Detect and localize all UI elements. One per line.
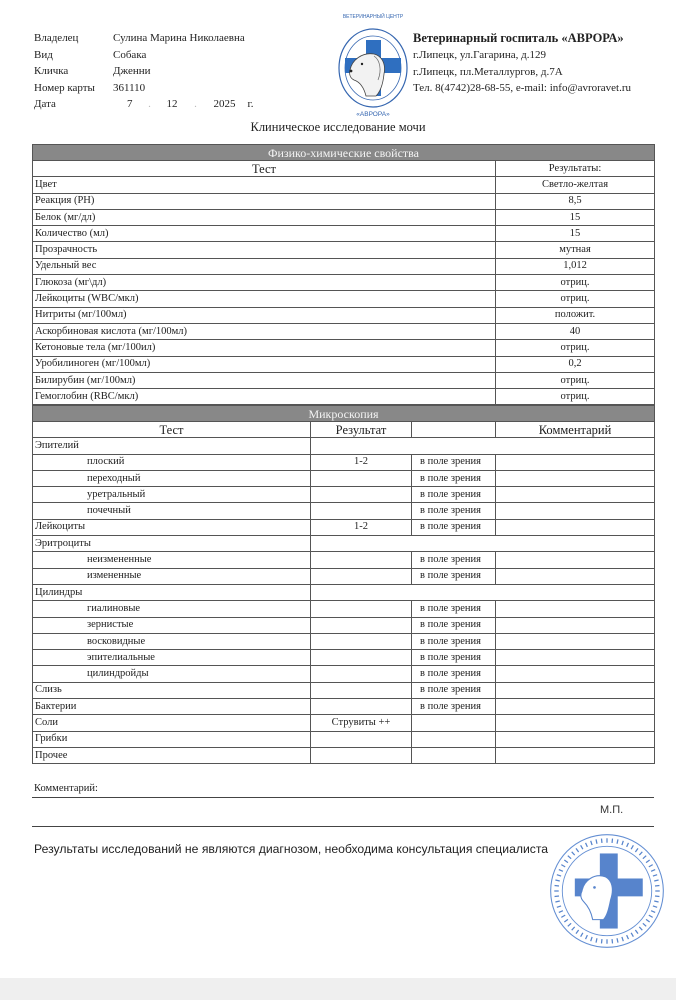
stamp-place-label: М.П. (600, 804, 624, 816)
test-name: Грибки (33, 731, 311, 747)
test-name: Билирубин (мг/100мл) (33, 372, 496, 388)
test-unit: в поле зрения (412, 601, 496, 617)
test-unit: в поле зрения (412, 682, 496, 698)
test-unit: в поле зрения (412, 552, 496, 568)
stamp-letter-mark (591, 841, 592, 845)
test-comment (496, 682, 655, 698)
test-result (311, 731, 412, 747)
card-row (34, 80, 254, 97)
stamp-letter-mark (649, 865, 653, 867)
test-result: 15 (496, 226, 655, 242)
test-result: положит. (496, 307, 655, 323)
table-row (33, 666, 655, 682)
group-name: Цилиндры (33, 584, 311, 600)
page-bottom-band (0, 978, 676, 1000)
table-row (33, 650, 655, 666)
test-comment (496, 519, 655, 535)
test-name: Белок (мг/дл) (33, 209, 496, 225)
table-row (33, 503, 655, 519)
stamp-letter-mark (561, 915, 565, 917)
test-name: Цвет (33, 177, 496, 193)
stamp-letter-mark (631, 933, 633, 937)
table-row (33, 699, 655, 715)
stamp-letter-mark (653, 906, 657, 907)
test-unit: в поле зрения (412, 454, 496, 470)
card-value: 361110 (113, 81, 146, 94)
test-name: гиалиновые (33, 601, 311, 617)
stamp-letter-mark (639, 927, 642, 930)
test-unit: в поле зрения (412, 503, 496, 519)
test-name: Соли (33, 715, 311, 731)
clinic-contacts: Тел. 8(4742)28-68-55, e-mail: info@avroravet.ru (413, 82, 632, 94)
test-comment (496, 552, 655, 568)
test-name: Кетоновые тела (мг/100ил) (33, 340, 496, 356)
test-result: 1-2 (311, 454, 412, 470)
table-row (33, 307, 655, 323)
test-result (311, 552, 412, 568)
clinic-info (413, 30, 631, 97)
logo-text-top: ВЕТЕРИНАРНЫЙ ЦЕНТР (342, 14, 404, 20)
col-test: Тест (33, 161, 496, 177)
test-comment (496, 454, 655, 470)
test-result: отриц. (496, 291, 655, 307)
test-result: 0,2 (496, 356, 655, 372)
test-unit: в поле зрения (412, 470, 496, 486)
group-name: Эритроциты (33, 536, 311, 552)
stamp-letter-mark (622, 841, 623, 845)
clinic-logo (336, 26, 410, 110)
test-unit (412, 715, 496, 731)
stamp-letter-mark (653, 875, 657, 876)
stamp-letter-mark (646, 919, 650, 922)
test-unit: в поле зрения (412, 519, 496, 535)
stamp-letter-mark (591, 937, 592, 941)
pet-name-value: Дженни (113, 65, 151, 77)
test-name: измененные (33, 568, 311, 584)
clinic-address-2: г.Липецк, пл.Металлургов, д.7А (413, 65, 563, 78)
test-result (311, 666, 412, 682)
date-separator: . (194, 98, 197, 110)
table-row (33, 731, 655, 747)
test-comment (496, 731, 655, 747)
stamp-letter-mark (617, 938, 618, 942)
stamp-letter-mark (651, 870, 655, 872)
test-name: Прочее (33, 747, 311, 763)
col-result: Результаты: (496, 161, 655, 177)
date-suffix: г. (247, 98, 254, 110)
microscopy-column-header (33, 422, 655, 438)
test-result: 40 (496, 323, 655, 339)
test-name: Аскорбиновая кислота (мг/100мл) (33, 323, 496, 339)
microscopy-table (32, 405, 655, 764)
species-label: Вид (34, 48, 53, 61)
stamp-letter-mark (572, 927, 575, 930)
test-result: отриц. (496, 340, 655, 356)
table-row (33, 584, 655, 600)
test-name: Лейкоциты (WBC/мкл) (33, 291, 496, 307)
stamp-letter-mark (576, 848, 579, 852)
col-comment: Комментарий (496, 422, 655, 438)
test-name: эпителиальные (33, 650, 311, 666)
stamp-letter-mark (627, 843, 629, 847)
test-unit (412, 747, 496, 763)
test-result: отриц. (496, 389, 655, 405)
stamp-letter-mark (586, 843, 588, 847)
stamp-letter-mark (631, 845, 633, 849)
test-unit (412, 731, 496, 747)
test-result: отриц. (496, 275, 655, 291)
stamp-letter-mark (559, 870, 563, 872)
test-name: восковидные (33, 633, 311, 649)
test-comment (496, 715, 655, 731)
physchem-column-header (33, 161, 655, 177)
stamp-letter-mark (564, 860, 568, 863)
stamp-letter-mark (561, 865, 565, 867)
species-value: Собака (113, 48, 147, 61)
stamp-letter-mark (651, 911, 655, 913)
stamp-letter-mark (572, 852, 575, 855)
stamp-letter-mark (654, 901, 658, 902)
date-day: 7 (127, 98, 133, 110)
physchem-table (32, 144, 655, 405)
stamp-letter-mark (627, 935, 629, 939)
test-name: цилиндройды (33, 666, 311, 682)
stamp-letter-mark (586, 935, 588, 939)
stamp-letter-mark (639, 852, 642, 855)
stamp-letter-mark (635, 930, 638, 934)
test-unit: в поле зрения (412, 487, 496, 503)
table-row (33, 601, 655, 617)
table-row (33, 356, 655, 372)
test-name: Уробилиноген (мг/100мл) (33, 356, 496, 372)
test-name: плоский (33, 454, 311, 470)
group-spacer (311, 438, 655, 454)
test-comment (496, 666, 655, 682)
group-spacer (311, 584, 655, 600)
card-label: Номер карты (34, 81, 95, 94)
table-row (33, 242, 655, 258)
test-result: 1,012 (496, 258, 655, 274)
test-comment (496, 617, 655, 633)
test-name: переходный (33, 470, 311, 486)
disclaimer: Результаты исследований не являются диагнозом, необходима консультация специалиста (34, 842, 549, 856)
group-name: Эпителий (33, 438, 311, 454)
test-name: Нитриты (мг/100мл) (33, 307, 496, 323)
pet-name-label: Кличка (34, 65, 69, 77)
table-row (33, 226, 655, 242)
stamp-letter-mark (568, 923, 571, 926)
test-name: Количество (мл) (33, 226, 496, 242)
date-month: 12 (166, 98, 178, 110)
group-spacer (311, 536, 655, 552)
test-name: зернистые (33, 617, 311, 633)
table-row (33, 747, 655, 763)
table-row (33, 617, 655, 633)
table-row (33, 633, 655, 649)
comment-line-2 (32, 826, 654, 827)
test-result: отриц. (496, 372, 655, 388)
test-result: 8,5 (496, 193, 655, 209)
table-row (33, 323, 655, 339)
test-comment (496, 699, 655, 715)
test-result: 15 (496, 209, 655, 225)
document-title: Клиническое исследование мочи (250, 120, 426, 134)
test-comment (496, 487, 655, 503)
test-result (311, 487, 412, 503)
test-comment (496, 568, 655, 584)
test-comment (496, 650, 655, 666)
table-row (33, 715, 655, 731)
table-row (33, 209, 655, 225)
clinic-stamp (548, 832, 666, 950)
test-name: Удельный вес (33, 258, 496, 274)
test-result (311, 682, 412, 698)
stamp-letter-mark (559, 911, 563, 913)
test-result (311, 650, 412, 666)
test-result (311, 470, 412, 486)
table-row (33, 454, 655, 470)
test-result (311, 617, 412, 633)
test-name: Прозрачность (33, 242, 496, 258)
clinic-address-1: г.Липецк, ул.Гагарина, д.129 (413, 49, 546, 61)
test-name: Глюкоза (мг\дл) (33, 275, 496, 291)
table-row (33, 389, 655, 405)
logo-text-bottom: «АВРОРА» (356, 111, 390, 118)
test-result (311, 747, 412, 763)
comment-line-1 (32, 797, 654, 798)
stamp-letter-mark (622, 937, 623, 941)
stamp-letter-mark (568, 856, 571, 859)
date-separator: . (148, 98, 151, 110)
test-name: Лейкоциты (33, 519, 311, 535)
patient-info (34, 30, 254, 113)
stamp-letter-mark (596, 938, 597, 942)
table-row (33, 552, 655, 568)
table-row (33, 275, 655, 291)
stamp-letter-mark (557, 906, 561, 907)
test-name: Бактерии (33, 699, 311, 715)
table-row (33, 536, 655, 552)
test-unit: в поле зрения (412, 617, 496, 633)
clinic-name: Ветеринарный госпиталь «АВРОРА» (413, 31, 624, 45)
table-row (33, 568, 655, 584)
microscopy-section-header (33, 406, 655, 422)
stamp-letter-mark (654, 880, 658, 881)
physchem-section-header (33, 145, 655, 161)
test-name: почечный (33, 503, 311, 519)
test-comment (496, 503, 655, 519)
stamp-letter-mark (617, 839, 618, 843)
stamp-letter-mark (581, 845, 583, 849)
comment-label: Комментарий: (34, 783, 98, 794)
date-row (34, 96, 254, 113)
physchem-section-title: Физико-химические свойства (33, 145, 655, 161)
table-row (33, 682, 655, 698)
table-row (33, 193, 655, 209)
stamp-letter-mark (643, 923, 646, 926)
table-row (33, 258, 655, 274)
species-row (34, 47, 254, 64)
owner-row (34, 30, 254, 47)
table-row (33, 340, 655, 356)
test-name: уретральный (33, 487, 311, 503)
test-result (311, 568, 412, 584)
microscopy-section-title: Микроскопия (33, 406, 655, 422)
table-row (33, 372, 655, 388)
test-comment (496, 470, 655, 486)
test-unit: в поле зрения (412, 633, 496, 649)
test-result (311, 601, 412, 617)
test-name: Слизь (33, 682, 311, 698)
stamp-letter-mark (557, 875, 561, 876)
test-result (311, 699, 412, 715)
table-row (33, 291, 655, 307)
table-row (33, 438, 655, 454)
test-result (311, 503, 412, 519)
stamp-letter-mark (635, 848, 638, 852)
owner-value: Сулина Марина Николаевна (113, 32, 245, 44)
stamp-letter-mark (555, 880, 559, 881)
test-name: Гемоглобин (RBC/мкл) (33, 389, 496, 405)
stamp-letter-mark (576, 930, 579, 934)
test-unit: в поле зрения (412, 699, 496, 715)
test-name: Реакция (PH) (33, 193, 496, 209)
table-row (33, 487, 655, 503)
test-comment (496, 633, 655, 649)
test-unit: в поле зрения (412, 568, 496, 584)
stamp-letter-mark (564, 919, 568, 922)
date-year: 2025 (213, 98, 236, 110)
test-comment (496, 601, 655, 617)
test-unit: в поле зрения (412, 666, 496, 682)
table-row (33, 519, 655, 535)
test-name: неизмененные (33, 552, 311, 568)
col-result: Результат (311, 422, 412, 438)
stamp-letter-mark (646, 860, 650, 863)
col-test: Тест (33, 422, 311, 438)
owner-label: Владелец (34, 32, 79, 44)
stamp-letter-mark (596, 839, 597, 843)
stamp-letter-mark (555, 901, 559, 902)
test-result: Светло-желтая (496, 177, 655, 193)
pet-name-row (34, 63, 254, 80)
stamp-letter-mark (649, 915, 653, 917)
test-result (311, 633, 412, 649)
stamp-letter-mark (581, 933, 583, 937)
stamp-letter-mark (643, 856, 646, 859)
table-row (33, 470, 655, 486)
date-label: Дата (34, 98, 56, 110)
col-unit (412, 422, 496, 438)
test-comment (496, 747, 655, 763)
test-result: Струвиты ++ (311, 715, 412, 731)
test-result: мутная (496, 242, 655, 258)
table-row (33, 177, 655, 193)
test-unit: в поле зрения (412, 650, 496, 666)
test-result: 1-2 (311, 519, 412, 535)
